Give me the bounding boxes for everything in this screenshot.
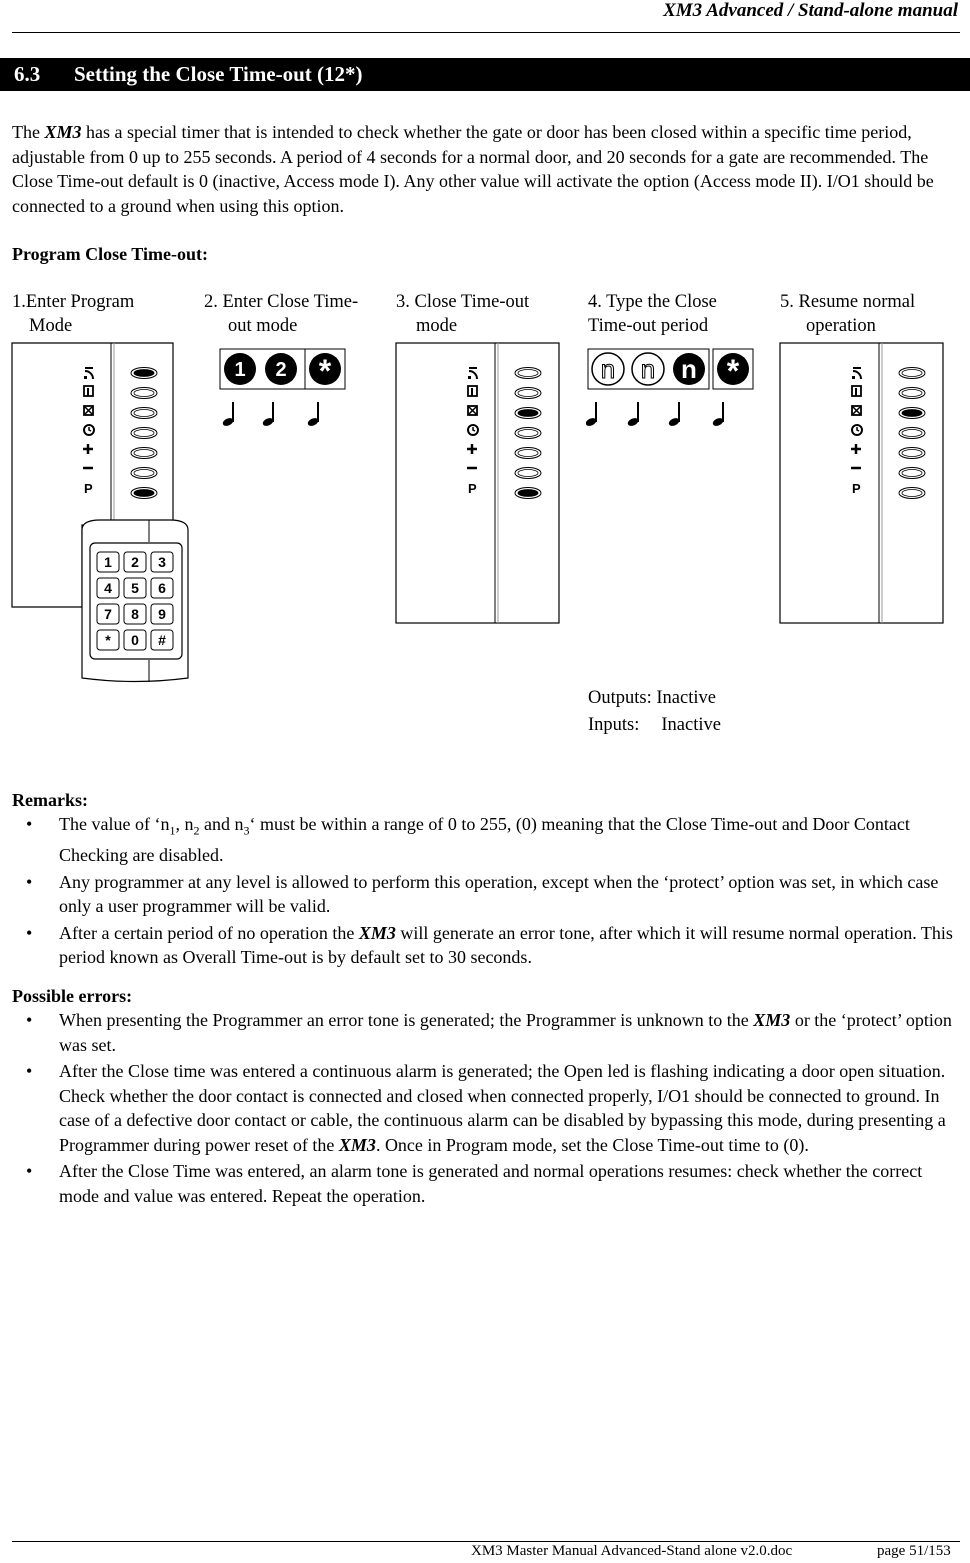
keypad-key-label: 6 bbox=[158, 580, 166, 596]
led-on bbox=[131, 368, 157, 379]
step-1-line1: 1.Enter Program bbox=[12, 292, 135, 312]
led-off bbox=[515, 388, 541, 399]
keypad-key-label: # bbox=[158, 632, 166, 648]
outputs-label: Outputs: bbox=[588, 688, 652, 708]
bullet-icon: • bbox=[26, 871, 33, 892]
svg-text:*: * bbox=[726, 353, 740, 389]
led-off bbox=[899, 448, 925, 459]
keypad-key-label: 5 bbox=[131, 580, 139, 596]
keypad-key bbox=[151, 604, 173, 624]
footer-divider bbox=[12, 1541, 960, 1542]
led-off bbox=[899, 488, 925, 499]
section-title: Setting the Close Time-out (12*) bbox=[74, 62, 363, 86]
keypad-key-label: 7 bbox=[104, 606, 112, 622]
svg-text:n: n bbox=[681, 354, 697, 384]
keypad-key-label: * bbox=[105, 632, 111, 648]
svg-text:*: * bbox=[318, 353, 332, 389]
key-2 bbox=[265, 353, 297, 385]
keypad-key-label: 3 bbox=[158, 554, 166, 570]
key-n3 bbox=[673, 353, 705, 385]
program-p-icon bbox=[852, 481, 861, 496]
keypad-key bbox=[151, 552, 173, 572]
list-item: • Any programmer at any level is allowed to perform this operation, except when the ‘protect’ option was set, in which case only a user programmer will be valid. bbox=[26, 871, 939, 917]
errors-heading: Possible errors: bbox=[12, 986, 133, 1006]
step-5-label bbox=[780, 290, 965, 338]
keypad-key bbox=[97, 630, 119, 650]
keypad-key bbox=[151, 630, 173, 650]
section-number: 6.3 bbox=[14, 62, 41, 86]
errors-list bbox=[12, 1008, 957, 1210]
inputs-label: Inputs: bbox=[588, 715, 640, 735]
keypad-key-label: 0 bbox=[131, 632, 139, 648]
led-off bbox=[899, 468, 925, 479]
intro-brand: XM3 bbox=[44, 122, 82, 142]
keypad-key bbox=[97, 578, 119, 598]
outputs-status bbox=[588, 686, 716, 710]
step-3-label bbox=[396, 290, 576, 338]
list-item: • After a certain period of no operation the XM3 will generate an error tone, after which it will resume normal operation. This period known as Overall Time-out is by default set to 30 seconds. bbox=[26, 922, 953, 968]
led-off bbox=[515, 428, 541, 439]
led-off bbox=[899, 368, 925, 379]
list-item: • After the Close time was entered a continuous alarm is generated; the Open led is flashing indicating a door open situation. Check whether the door contact is connected and closed when connected properly, I/O1 should be connected to ground. In case of a defective door contact or cable, the continuous alarm can be disabled by bypassing this mode, during presenting a Programmer during power reset of the XM3. Once in Program mode, set the Close Time-out time to (0). bbox=[26, 1061, 946, 1155]
reader-program-mode-figure bbox=[10, 340, 195, 690]
keypad-key bbox=[97, 552, 119, 572]
bullet-icon: • bbox=[26, 1061, 33, 1081]
step-4-line2: Time-out period bbox=[588, 316, 709, 336]
keypad-key bbox=[124, 630, 146, 650]
program-heading: Program Close Time-out: bbox=[12, 244, 208, 264]
led-off bbox=[899, 428, 925, 439]
outputs-value: Inactive bbox=[656, 688, 716, 708]
led-off bbox=[515, 468, 541, 479]
svg-text:n: n bbox=[600, 354, 616, 384]
remarks-heading: Remarks: bbox=[12, 790, 88, 810]
reader-close-timeout-mode-figure bbox=[394, 340, 564, 628]
list-item: • When presenting the Programmer an error tone is generated; the Programmer is unknown to the XM3 or the ‘protect’ option was set. bbox=[26, 1010, 952, 1055]
keypad-key-label: 1 bbox=[104, 554, 112, 570]
beep-icon bbox=[712, 402, 725, 427]
svg-text:P: P bbox=[468, 481, 477, 496]
step-4-line1: 4. Type the Close bbox=[588, 292, 717, 312]
led-on bbox=[131, 488, 157, 499]
footer-doc-name: XM3 Master Manual Advanced-Stand alone v2.0.doc bbox=[471, 1543, 793, 1559]
svg-text:P: P bbox=[84, 481, 93, 496]
keypad-key bbox=[97, 604, 119, 624]
svg-text:n: n bbox=[640, 354, 656, 384]
keypad-key-label: 8 bbox=[131, 606, 139, 622]
header-divider bbox=[12, 32, 960, 33]
led-off bbox=[515, 368, 541, 379]
step-4-key-sequence bbox=[586, 347, 758, 432]
led-off bbox=[515, 448, 541, 459]
keypad-key bbox=[124, 604, 146, 624]
keypad-key-label: 2 bbox=[131, 554, 139, 570]
intro-paragraph bbox=[12, 120, 957, 218]
inputs-status bbox=[588, 713, 721, 737]
step-3-line1: 3. Close Time-out bbox=[396, 292, 530, 312]
step-2-label bbox=[204, 290, 389, 338]
svg-text:2: 2 bbox=[275, 359, 287, 381]
step-2-line2: out mode bbox=[228, 316, 298, 336]
step-4-label bbox=[588, 290, 768, 338]
bullet-icon: • bbox=[26, 1161, 33, 1181]
footer-page-number: page 51/153 bbox=[877, 1543, 951, 1559]
header-title: XM3 Advanced / Stand-alone manual bbox=[663, 0, 958, 21]
reader-normal-operation-figure bbox=[778, 340, 948, 628]
svg-text:P: P bbox=[852, 481, 861, 496]
key-n2 bbox=[632, 353, 664, 385]
step-3-line2: mode bbox=[416, 316, 458, 336]
keypad-key bbox=[151, 578, 173, 598]
inputs-value: Inactive bbox=[661, 715, 721, 735]
remarks-list bbox=[12, 812, 957, 972]
led-off bbox=[131, 468, 157, 479]
key-1 bbox=[224, 353, 256, 385]
program-p-icon bbox=[84, 481, 93, 496]
intro-text-before: The bbox=[12, 122, 45, 142]
list-item: • After the Close Time was entered, an alarm tone is generated and normal operations resumes: check whether the correct mode and value was entered. Repeat the operation. bbox=[26, 1161, 923, 1206]
keypad-key bbox=[124, 578, 146, 598]
svg-text:1: 1 bbox=[234, 359, 246, 381]
led-off bbox=[131, 448, 157, 459]
intro-text-after: has a special timer that is intended to check whether the gate or door has been closed within a specific time period, adjustable from 0 up to 255 seconds. A period of 4 seconds for a normal door, and 20 seconds for a gate are recommended. The Close Time-out default is 0 (inactive, Access mode I). Any other value will activate the option (Access mode II). I/O1 should be connected to a ground when using this option. bbox=[12, 122, 934, 216]
key-n1 bbox=[592, 353, 624, 385]
step-5-line2: operation bbox=[806, 316, 876, 336]
step-1-line2: Mode bbox=[29, 316, 73, 336]
bullet-icon: • bbox=[26, 922, 33, 943]
led-off bbox=[131, 388, 157, 399]
section-heading bbox=[0, 58, 970, 91]
bullet-icon: • bbox=[26, 1010, 33, 1030]
step-2-line1: 2. Enter Close Time- bbox=[204, 292, 359, 312]
led-on bbox=[899, 408, 925, 419]
program-p-icon bbox=[468, 481, 477, 496]
keypad-key bbox=[124, 552, 146, 572]
step-5-line1: 5. Resume normal bbox=[780, 292, 916, 312]
step-1-label bbox=[12, 290, 192, 338]
step-2-key-sequence bbox=[218, 347, 348, 432]
list-item: • The value of ‘$n_1$, $n_2$ and $n_3‘$ must be within a range of 0 to 255, (0) meaning that the Close Time-out and Door Contact Checking are disabled. bbox=[26, 814, 910, 866]
led-on bbox=[515, 488, 541, 499]
keypad-key-label: 4 bbox=[104, 580, 112, 596]
keypad-device bbox=[82, 520, 188, 682]
led-off bbox=[899, 388, 925, 399]
beep-icon bbox=[262, 402, 275, 427]
led-off bbox=[131, 428, 157, 439]
led-off bbox=[131, 408, 157, 419]
beep-icon bbox=[307, 402, 320, 427]
beep-icon bbox=[627, 402, 640, 427]
keypad-key-label: 9 bbox=[158, 606, 166, 622]
beep-icon bbox=[668, 402, 681, 427]
led-on bbox=[515, 408, 541, 419]
beep-icon bbox=[586, 402, 597, 427]
beep-icon bbox=[222, 402, 235, 427]
bullet-icon: • bbox=[26, 814, 33, 834]
